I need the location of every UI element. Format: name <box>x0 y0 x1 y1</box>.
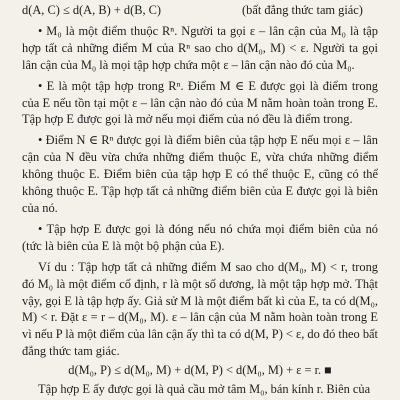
paragraph-neighborhood: • M₀ là một điểm thuộc Rⁿ. Người ta gọi ε – lân cận của M₀ là tập hợp tất cả những điểm M của Rⁿ sao cho d(M₀, M) < ε. Người ta gọi lân cận của M₀ là mọi tập hợp chứa một ε – lân cận nào đó của M₀. <box>22 23 378 72</box>
paragraph-closed-set: • Tập hợp E được gọi là đóng nếu nó chứa mọi điểm biên của nó (tức là biên của E là một bộ phận của E). <box>22 221 378 253</box>
paragraph-interior-point: • E là một tập hợp trong Rⁿ. Điểm M ∈ E được gọi là điểm trong của E nếu tồn tại một ε – lân cận nào đó của M nằm hoàn toàn trong E. Tập hợp E được gọi là mở nếu mọi điểm của nó đều là điểm trong. <box>22 78 378 127</box>
triangle-inequality-note: (bất đẳng thức tam giác) <box>242 3 363 17</box>
paragraph-boundary-point: • Điểm N ∈ Rⁿ được gọi là điểm biên của tập hợp E nếu mọi ε – lân cận của N đều vừa chứa những điểm thuộc E, vừa chứa những điểm không thuộc E. Điểm biên của tập hợp E có thể thuộc E, cũng có thể không thuộc E. Tập hợp tất cả những điểm biên của E được gọi là biên của nó. <box>22 133 378 215</box>
inequality-equation: d(M₀, P) ≤ d(M₀, M) + d(M, P) < d(M₀, M) + ε = r. ■ <box>68 363 332 378</box>
triangle-inequality-formula: d(A, C) ≤ d(A, B) + d(B, C) <box>22 3 162 17</box>
paragraph-example: Ví du : Tập hợp tất cả những điểm M sao cho d(M₀, M) < r, trong đó M₀ là một điểm cố định, r là một số dương, là một tập hợp mở. Thật vậy, gọi E là tập hợp ấy. Giả sử M là một điểm bất kì của E, ta có d(M₀, M) < r. Đặt ε = r – d(M₀, M). ε – lân cận của M nằm hoàn toàn trong E vì nếu P là một điểm của lân cận ấy thì ta có d(M, P) < ε, do đó theo bất đẳng thức tam giác. <box>22 259 378 359</box>
paragraph-open-ball: Tập hợp E ấy được gọi là quả cầu mở tâm M₀, bán kính r. Biên của <box>38 382 371 397</box>
triangle-inequality-line <box>22 2 378 19</box>
